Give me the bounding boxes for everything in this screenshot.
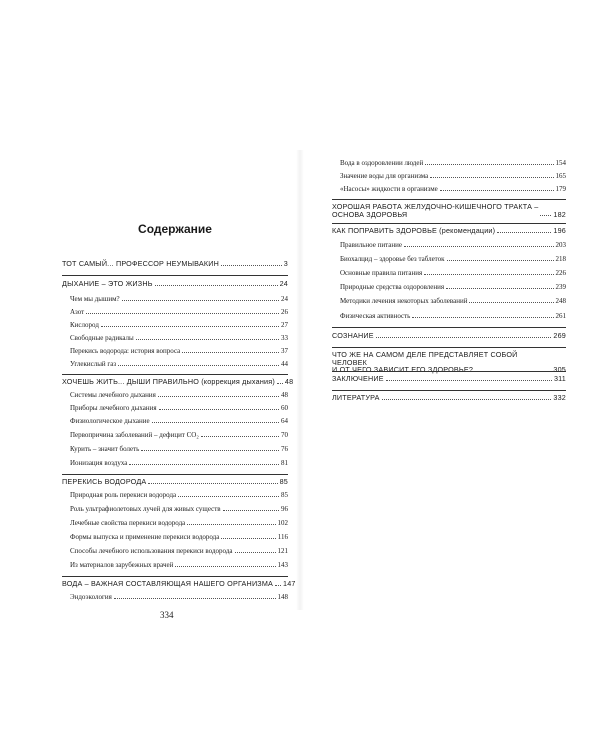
leader-dots [141,450,279,451]
toc-subentry-label: Физическая активность [340,312,411,320]
right-page [300,0,600,750]
leader-dots [277,383,283,384]
toc-subentry-label: Приборы лечебного дыхания [70,404,157,412]
toc-section-label: ЛИТЕРАТУРА [332,393,380,402]
toc-page-number: 116 [277,533,288,541]
section-rule [332,347,566,348]
toc-page-number: 76 [281,445,288,453]
leader-dots [118,365,279,366]
leader-dots [382,399,552,400]
leader-dots [540,215,551,216]
toc-page-number: 44 [281,360,288,368]
toc-subentry-label: Свободные радикалы [70,334,134,342]
toc-page-number: 33 [281,334,288,342]
leader-dots [424,274,553,275]
toc-page-number: 96 [281,505,288,513]
toc-subentry-label: Ионизация воздуха [70,459,128,467]
leader-dots [235,552,276,553]
leader-dots [101,326,279,327]
toc-subentry-label: Чем мы дышим? [70,295,120,303]
leader-dots [446,288,553,289]
toc-section-entry [332,375,566,383]
toc-section-entry [62,280,288,288]
leader-dots [440,190,554,191]
toc-subentry [340,256,566,263]
leader-dots [430,177,553,178]
toc-page-number: 85 [281,491,288,499]
section-rule [62,374,288,375]
leader-dots [386,380,552,381]
toc-section-entry [62,478,288,486]
toc-section-label [332,203,538,218]
toc-page-number: 182 [553,209,566,219]
toc-subentry [70,594,288,601]
toc-page-number: 24 [279,279,288,288]
leader-dots [152,422,279,423]
toc-subentry [70,322,288,329]
toc-subentry-label: Формы выпуска и применение перекиси водорода [70,533,220,541]
toc-section-entry [62,579,296,588]
toc-section-label: СОЗНАНИЕ [332,331,374,340]
toc-subentry [70,520,288,527]
toc-page-number: 226 [555,269,566,277]
toc-page-number: 26 [281,308,288,316]
toc-section-label: ДЫХАНИЕ – ЭТО ЖИЗНЬ [62,279,153,288]
toc-page-number: 148 [277,593,288,601]
toc-subentry-label: «Насосы» жидкости в организме [340,185,438,193]
toc-subentry [340,284,566,291]
toc-subentry-label: Азот [70,308,85,316]
leader-dots [159,409,279,410]
toc-page-number: 60 [281,404,288,412]
toc-subentry-label: Природная роль перекиси водорода [70,491,177,499]
leader-dots [201,436,279,437]
toc-subentry [70,446,288,453]
toc-subentry [340,270,566,277]
leader-dots [175,566,275,567]
toc-subentry-label: Эндоэкология [70,593,112,601]
leader-dots [86,313,279,314]
toc-subentry-label: Значение воды для организма [340,172,429,180]
section-rule [332,371,566,372]
toc-subentry-label: Первопричина заболеваний – дефицит CO₂ [70,431,199,439]
leader-dots [187,524,275,525]
leader-dots [221,265,282,266]
toc-subentry [70,392,288,399]
toc-page-number: 27 [281,321,288,329]
toc-subentry [70,562,288,569]
toc-section-entry [332,332,566,340]
toc-section-entry [62,377,294,386]
toc-page-number: 37 [281,347,288,355]
toc-subentry [70,296,288,303]
toc-subentry [340,298,566,305]
toc-section-entry [332,227,566,235]
toc-subentry-label: Кислород [70,321,99,329]
toc-page-number: 196 [553,226,566,235]
toc-page-number: 48 [284,377,294,386]
toc-page-number: 218 [555,255,566,263]
toc-section-entry [332,203,566,218]
toc-page-number: 269 [553,331,566,340]
toc-subentry-label: Способы лечебного использования перекиси водорода [70,547,233,555]
leader-dots [114,598,276,599]
toc-subentry-label: Основные правила питания [340,269,423,277]
section-rule [62,275,288,276]
toc-subentry-label: Биохалцид – здоровье без таблеток [340,255,445,263]
leader-dots [223,510,279,511]
toc-subentry [70,548,288,555]
toc-page-number: 121 [277,547,288,555]
toc-page-number: 305 [553,365,566,375]
toc-subentry [70,361,288,368]
section-rule [62,576,288,577]
leader-dots [404,246,554,247]
toc-section-entry [332,394,566,402]
leader-dots [148,483,277,484]
toc-subentry-label: Перекись водорода: история вопроса [70,347,181,355]
toc-section-entry [62,260,288,268]
toc-subentry-label: Вода в оздоровлении людей [340,159,424,167]
toc-section-label: КАК ПОПРАВИТЬ ЗДОРОВЬЕ (рекомендации) [332,226,496,235]
toc-page-number: 165 [555,172,566,180]
toc-section-label: ВОДА – ВАЖНАЯ СОСТАВЛЯЮЩАЯ НАШЕГО ОРГАНИЗМА [62,579,274,588]
toc-page-number: 154 [555,159,566,167]
leader-dots [469,302,553,303]
leader-dots [158,396,279,397]
toc-page-number: 102 [277,519,288,527]
toc-page-number: 147 [283,579,296,588]
section-rule [332,390,566,391]
toc-section-label: ТОТ САМЫЙ... ПРОФЕССОР НЕУМЫВАКИН [62,259,220,268]
toc-subentry [70,335,288,342]
toc-section-label: ЗАКЛЮЧЕНИЕ [332,374,384,383]
toc-page-number: 81 [281,459,288,467]
toc-page-number: 332 [553,393,566,402]
toc-subentry-label: Углекислый газ [70,360,117,368]
toc-subentry-label: Физиологическое дыхание [70,417,150,425]
toc-subentry-label: Курить – значит болеть [70,445,140,453]
toc-section-label: ХОЧЕШЬ ЖИТЬ... ДЫШИ ПРАВИЛЬНО (коррекция дыхания) [62,377,275,386]
toc-subentry-label: Лечебные свойства перекиси водорода [70,519,186,527]
toc-subentry [340,173,566,180]
toc-page-number: 311 [553,374,566,383]
toc-subentry [340,186,566,193]
leader-dots [275,585,281,586]
page-folio: 334 [160,610,174,620]
toc-page-number: 3 [283,259,288,268]
leader-dots [182,352,279,353]
leader-dots [178,496,279,497]
toc-subentry [340,313,566,320]
toc-section-label-line: И ОТ ЧЕГО ЗАВИСИТ ЕГО ЗДОРОВЬЕ? [332,365,474,375]
leader-dots [376,337,552,338]
toc-subentry [340,242,566,249]
toc-subentry-label: Роль ультрафиолетовых лучей для живых существ [70,505,221,513]
toc-section-label-line: ЧТО ЖЕ НА САМОМ ДЕЛЕ ПРЕДСТАВЛЯЕТ СОБОЙ ЧЕЛОВЕК [332,350,518,367]
toc-subentry-label: Системы лечебного дыхания [70,391,156,399]
leader-dots [425,164,553,165]
toc-page-number: 261 [555,312,566,320]
leader-dots [122,300,279,301]
toc-subentry [70,460,288,467]
leader-dots [221,538,275,539]
toc-page-number: 248 [555,297,566,305]
toc-subentry-label: Природные средства оздоровления [340,283,445,291]
toc-subentry-label: Правильное питание [340,241,402,249]
toc-subentry [70,309,288,316]
toc-subentry [70,405,288,412]
toc-page-number: 85 [279,477,288,486]
toc-subentry [70,348,288,355]
toc-subentry [70,432,288,439]
section-rule [332,199,566,200]
toc-title: Содержание [138,222,212,236]
leader-dots [129,464,279,465]
leader-dots [155,285,278,286]
section-rule [62,474,288,475]
toc-section-label: ПЕРЕКИСЬ ВОДОРОДА [62,477,147,486]
toc-page-number: 48 [281,391,288,399]
toc-section-label-line: ОСНОВА ЗДОРОВЬЯ [332,209,408,219]
toc-page-number: 239 [555,283,566,291]
toc-subentry [70,506,288,513]
toc-subentry [70,418,288,425]
toc-page-number: 179 [555,185,566,193]
toc-page-number: 203 [555,241,566,249]
leader-dots [447,260,554,261]
toc-subentry [70,492,288,499]
toc-subentry [70,534,288,541]
leader-dots [412,317,553,318]
leader-dots [497,232,551,233]
toc-section-label-line: ХОРОШАЯ РАБОТА ЖЕЛУДОЧНО-КИШЕЧНОГО ТРАКТА – [332,202,539,211]
toc-page-number: 143 [277,561,288,569]
toc-subentry-label: Методики лечения некоторых заболеваний [340,297,468,305]
toc-subentry-label: Из материалов зарубежных врачей [70,561,174,569]
toc-page-number: 64 [281,417,288,425]
toc-page-number: 24 [281,295,288,303]
section-rule [332,223,566,224]
section-rule [332,327,566,328]
toc-subentry [340,160,566,167]
toc-page-number: 70 [281,431,288,439]
leader-dots [136,339,279,340]
